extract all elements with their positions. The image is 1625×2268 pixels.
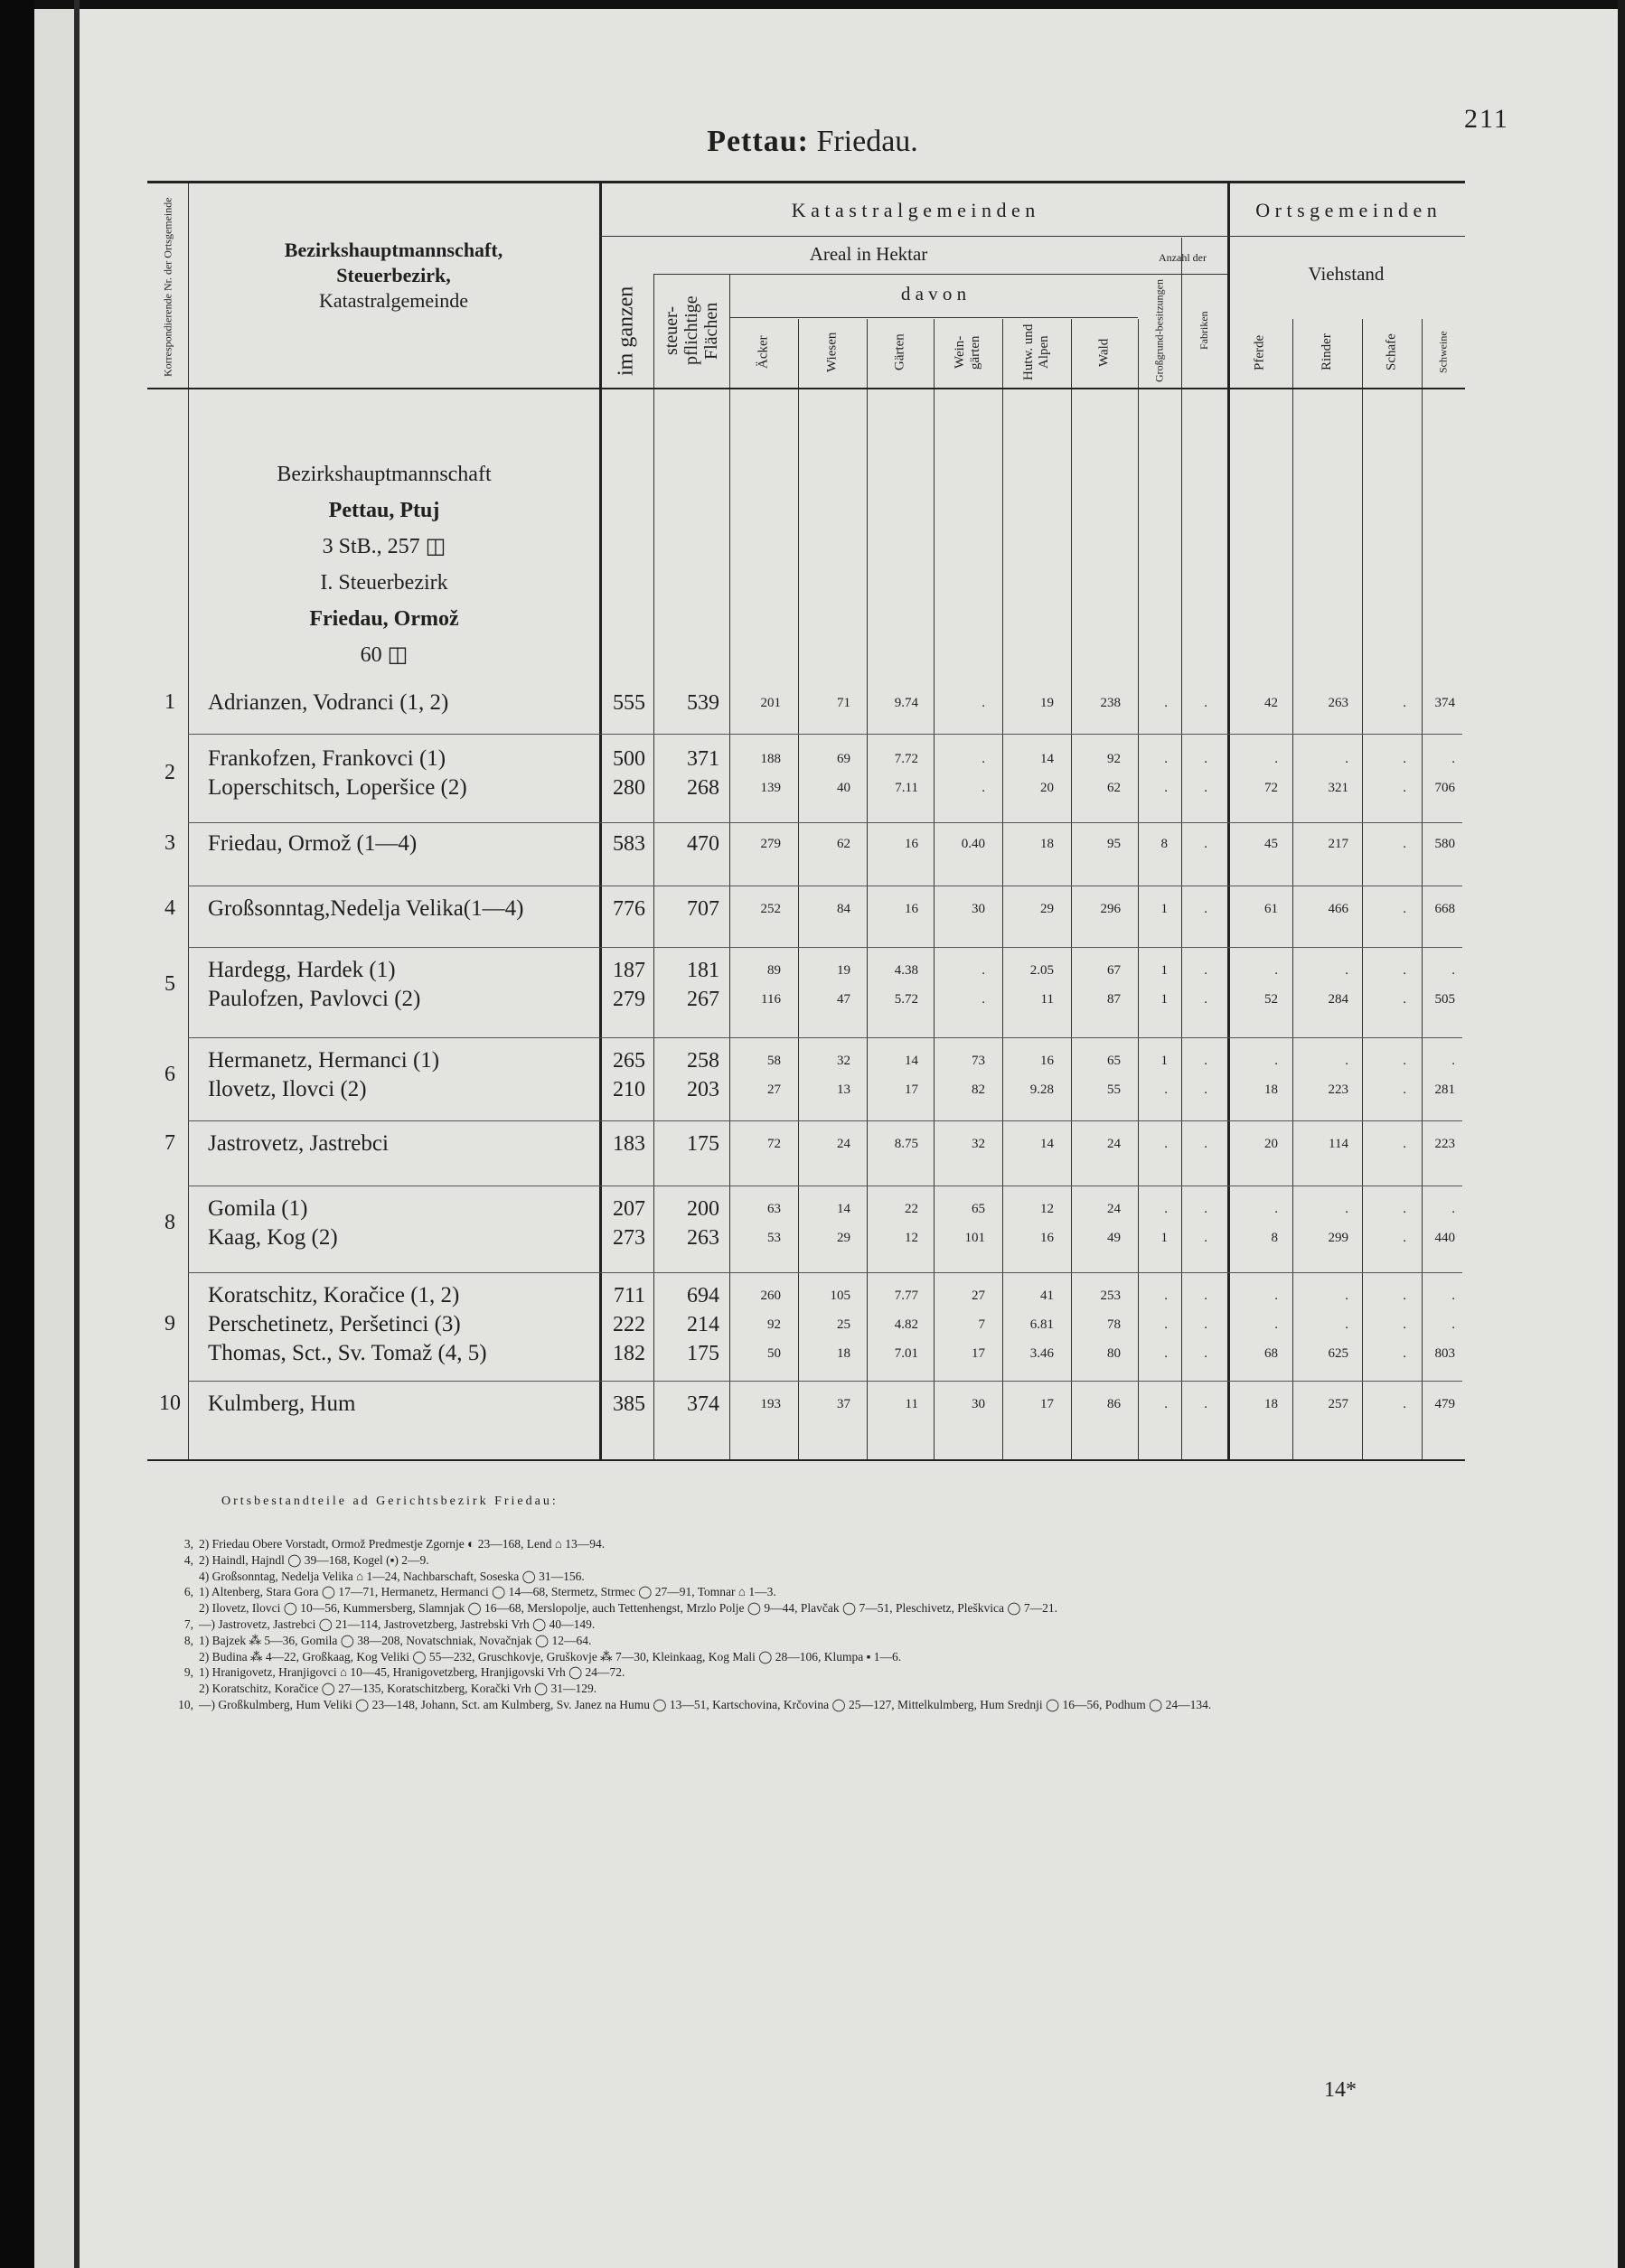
col-header-hutw: Hutw. und Alpen bbox=[1021, 323, 1051, 381]
cell-gaerten: 4.38 5.72 bbox=[894, 963, 918, 1007]
cell-pferde: . . 68 bbox=[1264, 1289, 1278, 1361]
cell-gaerten: 9.74 bbox=[894, 696, 918, 710]
col-header-gaerten: Gärten bbox=[892, 333, 907, 371]
cell-schafe: . . . bbox=[1403, 1289, 1406, 1361]
cell-ganzen: 711 222 182 bbox=[613, 1284, 645, 1365]
cell-schweine: 479 bbox=[1434, 1397, 1455, 1411]
cell-wiesen: 14 29 bbox=[837, 1202, 850, 1245]
cell-hutw: 19 bbox=[1040, 696, 1054, 710]
row-divider bbox=[188, 1037, 1462, 1038]
cell-fabr: . . bbox=[1204, 963, 1207, 1007]
row-number: 1 bbox=[164, 690, 175, 714]
cell-pferde: . 52 bbox=[1264, 963, 1278, 1007]
cell-schweine: 223 bbox=[1434, 1137, 1455, 1151]
cell-wein: . bbox=[982, 696, 985, 710]
cell-rinder: 466 bbox=[1328, 902, 1348, 916]
page-title: Pettau: Friedau. bbox=[707, 125, 918, 158]
cell-hutw: 41 6.81 3.46 bbox=[1029, 1289, 1054, 1361]
page-number: 211 bbox=[1464, 104, 1509, 134]
cell-gross: . bbox=[1164, 1137, 1168, 1151]
cell-fabr: . bbox=[1204, 696, 1207, 710]
cell-pferde: . 8 bbox=[1271, 1202, 1278, 1245]
scan-edge-right bbox=[1618, 0, 1625, 2268]
note-item bbox=[163, 1569, 1496, 1585]
cell-wiesen: 19 47 bbox=[837, 963, 850, 1007]
cell-steuer: 200 263 bbox=[687, 1197, 719, 1250]
cell-gross: . . bbox=[1164, 752, 1168, 795]
cell-rinder: . 321 bbox=[1328, 752, 1348, 795]
cell-schafe: . bbox=[1403, 696, 1406, 710]
cell-ganzen: 265 210 bbox=[613, 1049, 645, 1101]
cell-ganzen: 500 280 bbox=[613, 747, 645, 800]
cell-ganzen: 187 279 bbox=[613, 959, 645, 1011]
cell-fabr: . . bbox=[1204, 752, 1207, 795]
cadastral-community-name: Großsonntag,Nedelja Velika(1—4) bbox=[208, 896, 524, 921]
note-text: 1) Bajzek ⁂ 5—36, Gomila ◯ 38—208, Novatschniak, Novačnjak ◯ 12—64. bbox=[199, 1633, 592, 1647]
col-header-steuer: steuer-pflichtige Flächen bbox=[662, 295, 721, 366]
cell-schweine: . 706 bbox=[1434, 752, 1455, 795]
note-item bbox=[163, 1617, 1496, 1633]
cell-schweine: . 281 bbox=[1434, 1054, 1455, 1097]
note-text: 2) Friedau Obere Vorstadt, Ormož Predmestje Zgornje ◐ 23—168, Lend ⌂ 13—94. bbox=[199, 1537, 606, 1551]
group-viehstand: Viehstand bbox=[1308, 263, 1385, 285]
col-header-gross: Großgrund-besitzungen bbox=[1152, 279, 1166, 382]
cell-wiesen: 71 bbox=[837, 696, 850, 710]
cell-hutw: 2.05 11 bbox=[1029, 963, 1054, 1007]
note-key: 8, bbox=[183, 1633, 193, 1647]
cell-pferde: 18 bbox=[1264, 1397, 1278, 1411]
cell-fabr: . bbox=[1204, 902, 1207, 916]
cell-wald: 86 bbox=[1107, 1397, 1121, 1411]
cell-gaerten: 14 17 bbox=[905, 1054, 918, 1097]
row-number: 8 bbox=[164, 1211, 175, 1234]
cell-schafe: . . bbox=[1403, 1202, 1406, 1245]
cell-gross: 8 bbox=[1160, 837, 1168, 851]
cell-pferde: 45 bbox=[1264, 837, 1278, 851]
col-header-acker: Äcker bbox=[756, 335, 771, 370]
cell-pferde: 42 bbox=[1264, 696, 1278, 710]
cell-wiesen: 69 40 bbox=[837, 752, 850, 795]
cell-wein: 30 bbox=[972, 902, 985, 916]
note-text: 2) Ilovetz, Ilovci ◯ 10—56, Kummersberg, Slamnjak ◯ 16—68, Merslopolje, auch Tettenhengst, Mrzlo Polje ◯ 9—44, Plavčak ◯ 7—51, Pleschivetz, Pleškvica ◯ 7—21. bbox=[199, 1601, 1057, 1616]
cell-ganzen: 776 bbox=[613, 897, 645, 921]
cell-schweine: . . 803 bbox=[1434, 1289, 1455, 1361]
cell-acker: 63 53 bbox=[767, 1202, 781, 1245]
note-key bbox=[163, 1569, 199, 1585]
cell-ganzen: 583 bbox=[613, 832, 645, 856]
note-key bbox=[163, 1600, 199, 1617]
cell-schweine: 668 bbox=[1434, 902, 1455, 916]
page-signature: 14* bbox=[1324, 2078, 1357, 2102]
row-number: 7 bbox=[164, 1131, 175, 1155]
cell-gaerten: 11 bbox=[905, 1397, 918, 1411]
cell-pferde: 61 bbox=[1264, 902, 1278, 916]
cell-acker: 193 bbox=[760, 1397, 781, 1411]
col-header-fabr: Fabriken bbox=[1198, 311, 1210, 351]
scan-edge-left bbox=[0, 0, 34, 2268]
cell-schafe: . . bbox=[1403, 752, 1406, 795]
cell-wein: 0.40 bbox=[961, 837, 985, 851]
cell-fabr: . bbox=[1204, 1137, 1207, 1151]
col-header-schafe: Schafe bbox=[1384, 333, 1399, 371]
cell-acker: 260 92 50 bbox=[760, 1289, 781, 1361]
cadastral-community-name: Jastrovetz, Jastrebci bbox=[208, 1131, 389, 1156]
cell-wald: 253 78 80 bbox=[1100, 1289, 1121, 1361]
cell-steuer: 470 bbox=[687, 832, 719, 856]
cell-wald: 24 49 bbox=[1107, 1202, 1121, 1245]
cell-schweine: . 505 bbox=[1434, 963, 1455, 1007]
cell-pferde: . 72 bbox=[1264, 752, 1278, 795]
cell-acker: 252 bbox=[760, 902, 781, 916]
cell-hutw: 17 bbox=[1040, 1397, 1054, 1411]
cell-wiesen: 24 bbox=[837, 1137, 850, 1151]
cell-steuer: 707 bbox=[687, 897, 719, 921]
notes-title: Ortsbestandteile ad Gerichtsbezirk Friedau: bbox=[221, 1495, 559, 1508]
cadastral-community-name: Friedau, Ormož (1—4) bbox=[208, 831, 418, 856]
cell-wiesen: 84 bbox=[837, 902, 850, 916]
note-key bbox=[163, 1681, 199, 1697]
cell-steuer: 374 bbox=[687, 1392, 719, 1416]
cell-gaerten: 16 bbox=[905, 837, 918, 851]
row-number: 4 bbox=[164, 896, 175, 920]
cell-fabr: . bbox=[1204, 837, 1207, 851]
cell-wein: 27 7 17 bbox=[972, 1289, 985, 1361]
note-key: 6, bbox=[183, 1585, 193, 1599]
row-divider bbox=[188, 1272, 1462, 1273]
cell-gross: . . . bbox=[1164, 1289, 1168, 1361]
district-heading: Bezirkshauptmannschaft Pettau, Ptuj 3 StB., 257 ◫ I. Steuerbezirk Friedau, Ormož 60 ◫ bbox=[277, 463, 492, 667]
cell-acker: 72 bbox=[767, 1137, 781, 1151]
col-header-name: Bezirkshauptmannschaft, Steuerbezirk, Katastralgemeinde bbox=[284, 239, 503, 312]
note-item bbox=[163, 1633, 1496, 1649]
cell-gaerten: 7.72 7.11 bbox=[894, 752, 918, 795]
cell-steuer: 694 214 175 bbox=[687, 1284, 719, 1365]
cell-hutw: 18 bbox=[1040, 837, 1054, 851]
note-key bbox=[163, 1649, 199, 1665]
note-item bbox=[163, 1664, 1496, 1681]
note-item bbox=[163, 1649, 1496, 1665]
cell-wein: 65 101 bbox=[964, 1202, 985, 1245]
row-number: 10 bbox=[159, 1392, 181, 1415]
cell-wald: 296 bbox=[1100, 902, 1121, 916]
cell-ganzen: 207 273 bbox=[613, 1197, 645, 1250]
row-number: 2 bbox=[164, 761, 175, 784]
note-text: 1) Altenberg, Stara Gora ◯ 17—71, Hermanetz, Hermanci ◯ 14—68, Stermetz, Strmec ◯ 27—91, Tomnar ⌂ 1—3. bbox=[199, 1585, 776, 1599]
cell-ganzen: 183 bbox=[613, 1132, 645, 1156]
cell-ganzen: 555 bbox=[613, 691, 645, 715]
group-anzahl: Anzahl der bbox=[1159, 251, 1207, 264]
cadastral-community-name: Gomila (1) Kaag, Kog (2) bbox=[208, 1196, 338, 1250]
cell-gross: . bbox=[1164, 1397, 1168, 1411]
cell-acker: 201 bbox=[760, 696, 781, 710]
cell-schweine: 580 bbox=[1434, 837, 1455, 851]
row-number: 3 bbox=[164, 831, 175, 855]
statistics-table bbox=[147, 181, 1465, 1461]
note-key: 7, bbox=[183, 1617, 193, 1631]
row-divider bbox=[188, 947, 1462, 948]
row-number: 6 bbox=[164, 1063, 175, 1086]
note-text: 4) Großsonntag, Nedelja Velika ⌂ 1—24, Nachbarschaft, Soseska ◯ 31—156. bbox=[199, 1569, 585, 1583]
cell-wein: . . bbox=[982, 963, 985, 1007]
cell-fabr: . . bbox=[1204, 1202, 1207, 1245]
cell-steuer: 539 bbox=[687, 691, 719, 715]
group-katastralgemeinden: K a t a s t r a l g e m e i n d e n bbox=[791, 199, 1036, 221]
cell-rinder: 114 bbox=[1329, 1137, 1348, 1151]
cell-wein: 30 bbox=[972, 1397, 985, 1411]
cell-hutw: 29 bbox=[1040, 902, 1054, 916]
note-text: —) Jastrovetz, Jastrebci ◯ 21—114, Jastrovetzberg, Jastrebski Vrh ◯ 40—149. bbox=[199, 1617, 596, 1631]
note-item bbox=[163, 1584, 1496, 1600]
note-item bbox=[163, 1552, 1496, 1569]
note-key: 9, bbox=[183, 1665, 193, 1680]
cell-wald: 92 62 bbox=[1107, 752, 1121, 795]
cell-gaerten: 22 12 bbox=[905, 1202, 918, 1245]
cell-hutw: 14 bbox=[1040, 1137, 1054, 1151]
col-header-ganzen: im ganzen bbox=[614, 286, 638, 376]
cell-rinder: . 223 bbox=[1328, 1054, 1348, 1097]
cell-schafe: . bbox=[1403, 902, 1406, 916]
cell-steuer: 181 267 bbox=[687, 959, 719, 1011]
cell-gross: 1 bbox=[1160, 902, 1168, 916]
cell-rinder: . 284 bbox=[1328, 963, 1348, 1007]
cell-schafe: . bbox=[1403, 1397, 1406, 1411]
group-ortsgemeinden: O r t s g e m e i n d e n bbox=[1255, 199, 1437, 221]
notes-list bbox=[163, 1536, 1496, 1713]
note-key: 10, bbox=[178, 1697, 193, 1711]
note-text: —) Großkulmberg, Hum Veliki ◯ 23—148, Johann, Sct. am Kulmberg, Sv. Janez na Humu ◯ 13—51, Kartschovina, Krčovina ◯ 25—127, Mittelkulmberg, Hum Srednji ◯ 16—56, Podhum ◯ 24—134. bbox=[199, 1697, 1212, 1711]
cell-wald: 95 bbox=[1107, 837, 1121, 851]
cell-steuer: 371 268 bbox=[687, 747, 719, 800]
cell-rinder: . 299 bbox=[1328, 1202, 1348, 1245]
cell-wald: 65 55 bbox=[1107, 1054, 1121, 1097]
cell-rinder: . . 625 bbox=[1328, 1289, 1348, 1361]
cell-schweine: . 440 bbox=[1434, 1202, 1455, 1245]
cell-wein: 73 82 bbox=[972, 1054, 985, 1097]
col-header-wald: Wald bbox=[1096, 338, 1112, 367]
cell-gaerten: 8.75 bbox=[894, 1137, 918, 1151]
note-key: 4, bbox=[183, 1552, 193, 1567]
cell-gross: 1 1 bbox=[1160, 963, 1168, 1007]
col-header-rinder: Rinder bbox=[1320, 333, 1334, 371]
cell-rinder: 257 bbox=[1328, 1397, 1348, 1411]
cadastral-community-name: Adrianzen, Vodranci (1, 2) bbox=[208, 690, 449, 715]
col-header-schweine: Schweine bbox=[1436, 331, 1450, 374]
cell-steuer: 258 203 bbox=[687, 1049, 719, 1101]
row-number: 9 bbox=[164, 1312, 175, 1335]
cell-hutw: 14 20 bbox=[1040, 752, 1054, 795]
row-divider bbox=[188, 1120, 1462, 1121]
col-header-nr: Korrespondierende Nr. der Ortsgemeinde bbox=[161, 197, 174, 378]
note-text: 1) Hranigovetz, Hranjigovci ⌂ 10—45, Hranigovetzberg, Hranjigovski Vrh ◯ 24—72. bbox=[199, 1665, 625, 1680]
row-divider bbox=[188, 822, 1462, 823]
cell-schafe: . bbox=[1403, 1137, 1406, 1151]
col-header-pferde: Pferde bbox=[1252, 334, 1267, 370]
cadastral-community-name: Hermanetz, Hermanci (1) Ilovetz, Ilovci (2) bbox=[208, 1048, 440, 1101]
cell-wiesen: 37 bbox=[837, 1397, 850, 1411]
cell-wiesen: 62 bbox=[837, 837, 850, 851]
cell-steuer: 175 bbox=[687, 1132, 719, 1156]
cell-rinder: 217 bbox=[1328, 837, 1348, 851]
cell-acker: 188 139 bbox=[760, 752, 781, 795]
note-item bbox=[163, 1536, 1496, 1552]
cell-schweine: 374 bbox=[1434, 696, 1455, 710]
cell-wald: 67 87 bbox=[1107, 963, 1121, 1007]
cell-hutw: 12 16 bbox=[1040, 1202, 1054, 1245]
cell-wein: . . bbox=[982, 752, 985, 795]
cadastral-community-name: Kulmberg, Hum bbox=[208, 1392, 356, 1416]
cell-schafe: . . bbox=[1403, 963, 1406, 1007]
scan-edge-binding bbox=[74, 0, 80, 2268]
cell-gaerten: 7.77 4.82 7.01 bbox=[894, 1289, 918, 1361]
note-item bbox=[163, 1681, 1496, 1697]
cell-schafe: . . bbox=[1403, 1054, 1406, 1097]
cell-schafe: . bbox=[1403, 837, 1406, 851]
cell-acker: 89 116 bbox=[761, 963, 781, 1007]
cell-acker: 279 bbox=[760, 837, 781, 851]
cadastral-community-name: Frankofzen, Frankovci (1) Loperschitsch, Loperšice (2) bbox=[208, 746, 467, 800]
cell-wiesen: 105 25 18 bbox=[830, 1289, 850, 1361]
note-item bbox=[163, 1697, 1496, 1713]
cell-acker: 58 27 bbox=[767, 1054, 781, 1097]
row-divider bbox=[188, 1381, 1462, 1382]
cell-gross: 1 . bbox=[1160, 1054, 1168, 1097]
note-text: 2) Haindl, Hajndl ◯ 39—168, Kogel (▪) 2—9. bbox=[199, 1552, 429, 1567]
row-divider bbox=[188, 734, 1462, 735]
cell-wald: 24 bbox=[1107, 1137, 1121, 1151]
col-header-wein: Wein-gärten bbox=[953, 335, 982, 370]
cell-hutw: 16 9.28 bbox=[1029, 1054, 1054, 1097]
cell-fabr: . bbox=[1204, 1397, 1207, 1411]
cell-pferde: 20 bbox=[1264, 1137, 1278, 1151]
cell-wiesen: 32 13 bbox=[837, 1054, 850, 1097]
cadastral-community-name: Hardegg, Hardek (1) Paulofzen, Pavlovci (2) bbox=[208, 958, 421, 1011]
group-davon: d a v o n bbox=[900, 283, 967, 305]
note-text: 2) Koratschitz, Koračice ◯ 27—135, Koratschitzberg, Korački Vrh ◯ 31—129. bbox=[199, 1682, 597, 1696]
cell-gross: . bbox=[1164, 696, 1168, 710]
col-header-wiesen: Wiesen bbox=[824, 332, 840, 373]
cell-fabr: . . bbox=[1204, 1054, 1207, 1097]
cell-gross: . 1 bbox=[1160, 1202, 1168, 1245]
note-text: 2) Budina ⁂ 4—22, Großkaag, Kog Veliki ◯ 55—232, Gruschkovje, Gruškovje ⁂ 7—30, Kleinkaag, Kog Mali ◯ 28—106, Klumpa ▪ 1—6. bbox=[199, 1649, 902, 1664]
cell-fabr: . . . bbox=[1204, 1289, 1207, 1361]
cell-ganzen: 385 bbox=[613, 1392, 645, 1416]
cell-wald: 238 bbox=[1100, 696, 1121, 710]
note-item bbox=[163, 1600, 1496, 1617]
group-areal: Areal in Hektar bbox=[809, 243, 928, 265]
row-number: 5 bbox=[164, 972, 175, 996]
note-key: 3, bbox=[183, 1537, 193, 1551]
cell-pferde: . 18 bbox=[1264, 1054, 1278, 1097]
cell-gaerten: 16 bbox=[905, 902, 918, 916]
cadastral-community-name: Koratschitz, Koračice (1, 2) Perschetinetz, Peršetinci (3) Thomas, Sct., Sv. Tomaž (4, 5) bbox=[208, 1283, 487, 1365]
cell-wein: 32 bbox=[972, 1137, 985, 1151]
cell-rinder: 263 bbox=[1328, 696, 1348, 710]
